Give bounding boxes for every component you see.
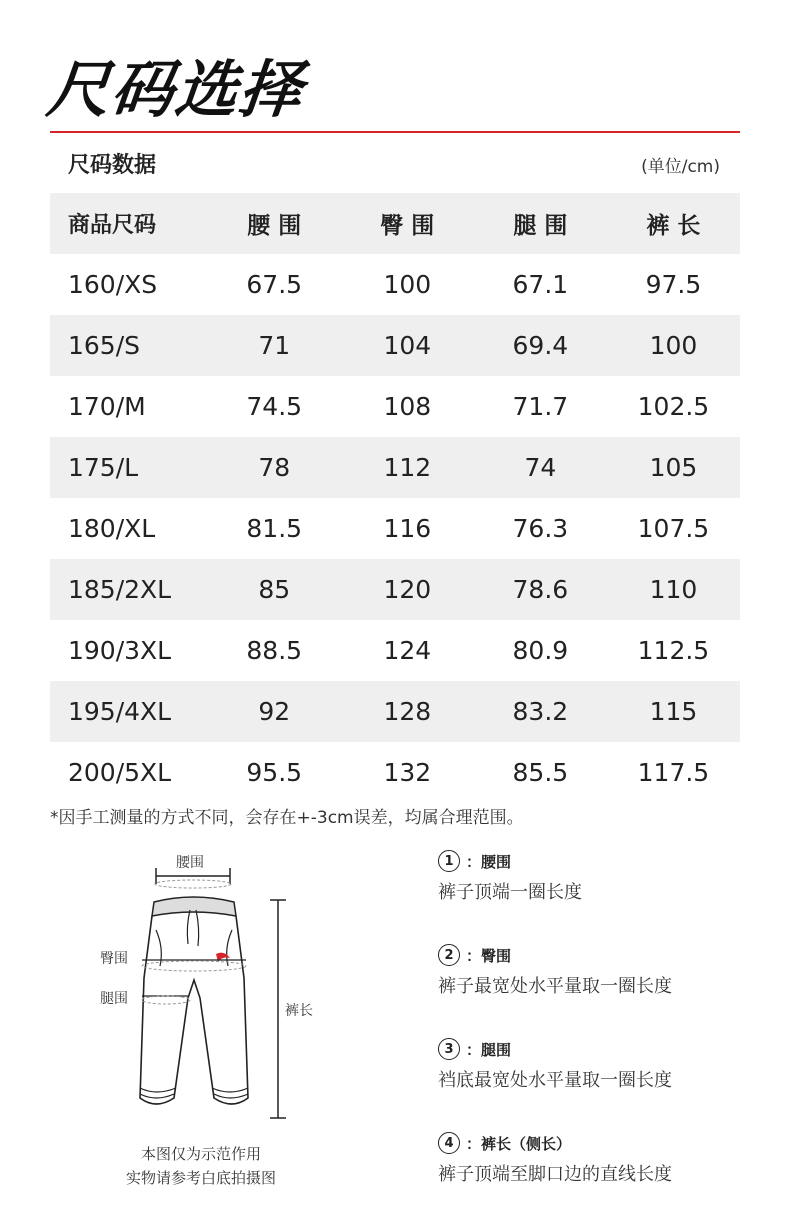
hip-cell: 132 (383, 758, 432, 787)
diagram-label-hip: 臀围 (100, 951, 128, 967)
hip-cell: 124 (383, 636, 432, 665)
note-description: 裆底最宽处水平量取一圈长度 (438, 1070, 672, 1091)
size-cell: 195/4XL (68, 697, 172, 726)
waist-cell: 67.5 (246, 270, 303, 299)
waist-cell: 71 (258, 331, 291, 360)
section-heading: 尺码数据 (68, 153, 157, 178)
thigh-cell: 76.3 (512, 514, 569, 543)
waist-cell: 88.5 (246, 636, 303, 665)
waist-cell: 95.5 (246, 758, 303, 787)
header-cell: 腿 围 (513, 213, 568, 239)
waist-cell: 85 (258, 575, 291, 604)
thigh-cell: 83.2 (512, 697, 569, 726)
note-length (438, 1132, 758, 1226)
title-divider (50, 131, 740, 133)
caption-line: 实物请参考白底拍摄图 (125, 1169, 276, 1187)
hip-cell: 104 (383, 331, 432, 360)
size-cell: 160/XS (68, 270, 158, 299)
note-title: ：臀围 (466, 946, 512, 965)
length-cell: 102.5 (637, 392, 710, 421)
thigh-cell: 85.5 (512, 758, 569, 787)
waist-cell: 92 (258, 697, 291, 726)
thigh-cell: 67.1 (512, 270, 569, 299)
length-cell: 110 (649, 575, 698, 604)
unit-label: (单位/cm) (641, 157, 720, 177)
table-row (50, 742, 740, 803)
table-row (50, 254, 740, 315)
thigh-cell: 69.4 (512, 331, 569, 360)
size-cell: 165/S (68, 331, 141, 360)
table-header-row (50, 193, 740, 254)
header-cell: 商品尺码 (68, 213, 157, 238)
note-description: 裤子最宽处水平量取一圈长度 (438, 976, 672, 997)
measurement-footnote: *因手工测量的方式不同，会存在+-3cm误差，均属合理范围。 (50, 808, 524, 828)
waist-cell: 78 (258, 453, 291, 482)
note-description: 裤子顶端一圈长度 (438, 882, 582, 903)
number-1-icon: 1 (438, 850, 460, 872)
pants-diagram (96, 848, 336, 1128)
length-cell: 107.5 (637, 514, 710, 543)
thigh-cell: 71.7 (512, 392, 569, 421)
length-cell: 112.5 (637, 636, 710, 665)
length-cell: 100 (649, 331, 698, 360)
size-cell: 185/2XL (68, 575, 172, 604)
hip-cell: 108 (383, 392, 432, 421)
note-thigh (438, 1038, 758, 1132)
note-hip (438, 944, 758, 1038)
number-2-icon: 2 (438, 944, 460, 966)
hip-cell: 116 (383, 514, 432, 543)
diagram-label-waist: 腰围 (176, 855, 204, 871)
note-title: ：裤长（侧长） (466, 1134, 572, 1153)
size-cell: 180/XL (68, 514, 156, 543)
note-title: ：腿围 (466, 1040, 512, 1059)
table-row (50, 315, 740, 376)
header-cell: 腰 围 (247, 213, 302, 239)
waist-cell: 74.5 (246, 392, 303, 421)
note-waist (438, 850, 758, 944)
size-cell: 200/5XL (68, 758, 172, 787)
hip-cell: 100 (383, 270, 432, 299)
caption-line: 本图仅为示范作用 (140, 1145, 261, 1163)
table-row (50, 376, 740, 437)
thigh-cell: 78.6 (512, 575, 569, 604)
thigh-cell: 80.9 (512, 636, 569, 665)
header-cell: 裤 长 (646, 213, 701, 239)
hip-cell: 120 (383, 575, 432, 604)
diagram-label-thigh: 腿围 (100, 991, 128, 1007)
length-cell: 115 (649, 697, 698, 726)
table-row (50, 559, 740, 620)
size-cell: 190/3XL (68, 636, 172, 665)
measurement-notes (438, 850, 758, 1226)
table-row (50, 620, 740, 681)
page-title: 尺码选择 (43, 53, 308, 126)
table-row (50, 437, 740, 498)
header-cell: 臀 围 (380, 213, 435, 239)
note-description: 裤子顶端至脚口边的直线长度 (438, 1164, 672, 1185)
size-table (50, 193, 740, 803)
size-cell: 170/M (68, 392, 146, 421)
diagram-label-length: 裤长 (285, 1003, 313, 1019)
waist-cell: 81.5 (246, 514, 303, 543)
number-4-icon: 4 (438, 1132, 460, 1154)
table-row (50, 681, 740, 742)
hip-cell: 112 (383, 453, 432, 482)
thigh-cell: 74 (524, 453, 557, 482)
length-cell: 117.5 (637, 758, 710, 787)
number-3-icon: 3 (438, 1038, 460, 1060)
hip-cell: 128 (383, 697, 432, 726)
length-cell: 105 (649, 453, 698, 482)
note-title: ：腰围 (466, 852, 512, 871)
diagram-caption (96, 1142, 306, 1190)
length-cell: 97.5 (645, 270, 702, 299)
size-cell: 175/L (68, 453, 139, 482)
table-row (50, 498, 740, 559)
